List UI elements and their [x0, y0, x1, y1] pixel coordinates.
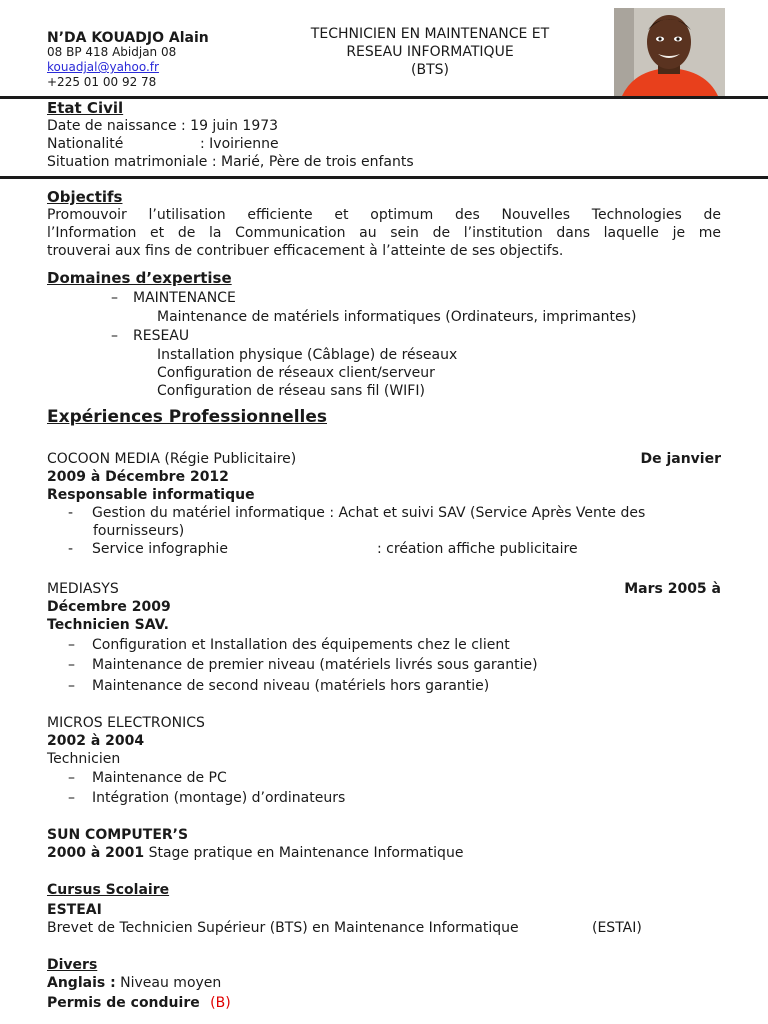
cocoon-item: [68, 540, 228, 558]
sun-detail: Stage pratique en Maintenance Informatique: [148, 845, 464, 861]
cursus-school: ESTEAI: [47, 902, 102, 918]
sun-period: 2000 à 2001: [47, 845, 145, 861]
email-link[interactable]: kouadjal@yahoo.fr: [47, 60, 159, 74]
nationality-value: : Ivoirienne: [200, 136, 279, 152]
cocoon-item-label: Service infographie: [92, 541, 228, 557]
objectifs-line: Promouvoir l’utilisation efficiente et optimum des Nouvelles Technologies de: [47, 207, 721, 223]
cocoon-item-value: : création affiche publicitaire: [377, 541, 578, 557]
sun-line: [47, 844, 463, 862]
dash-bullet: –: [68, 790, 75, 806]
email-link-wrapper: [47, 60, 159, 75]
dash-bullet: –: [111, 290, 118, 306]
mediasys-period-end: Décembre 2009: [47, 599, 171, 615]
english-value: Niveau moyen: [120, 975, 222, 991]
cocoon-header: [47, 450, 721, 468]
domain-reseau-item: Configuration de réseaux client/serveur: [157, 365, 435, 381]
mediasys-header: [47, 580, 721, 598]
mediasys-item-text: Configuration et Installation des équipements chez le client: [92, 637, 510, 653]
micros-role: Technicien: [47, 751, 121, 767]
cursus-heading: Cursus Scolaire: [47, 882, 170, 898]
marital-status: Situation matrimoniale : Marié, Père de trois enfants: [47, 154, 414, 170]
cocoon-company: [47, 450, 296, 468]
domaines-heading: Domaines d’expertise: [47, 269, 232, 287]
micros-item: [68, 769, 227, 787]
cocoon-item: [68, 504, 722, 522]
section-divider: [0, 176, 768, 179]
cursus-diploma: Brevet de Technicien Supérieur (BTS) en Maintenance Informatique: [47, 920, 519, 936]
job-title-line2: RESEAU INFORMATIQUE: [346, 44, 514, 60]
nationality-label: Nationalité: [47, 136, 124, 152]
cocoon-period-start: De janvier: [640, 451, 721, 467]
mediasys-item: [68, 677, 489, 695]
birth-date: Date de naissance : 19 juin 1973: [47, 118, 279, 134]
objectifs-line: l’Information et de la Communication au sein de l’institution dans laquelle je me: [47, 225, 721, 241]
dash-bullet: -: [68, 505, 74, 521]
objectifs-line: trouverai aux fins de contribuer efficacement à l’atteinte de ses objectifs.: [47, 243, 564, 259]
domain-maintenance-item: Maintenance de matériels informatiques (Ordinateurs, imprimantes): [157, 309, 637, 325]
micros-company: MICROS ELECTRONICS: [47, 715, 205, 731]
dash-bullet: –: [68, 637, 75, 653]
permis-label: Permis de conduire: [47, 995, 200, 1011]
micros-item-text: Maintenance de PC: [92, 770, 227, 786]
permis-value: (B): [210, 995, 231, 1011]
cocoon-role: Responsable informatique: [47, 487, 255, 503]
domain-maintenance-title: MAINTENANCE: [133, 290, 236, 306]
experiences-heading: Expériences Professionnelles: [47, 407, 327, 427]
address: 08 BP 418 Abidjan 08: [47, 45, 177, 59]
dash-bullet: -: [68, 541, 74, 557]
domain-maintenance: [111, 289, 236, 307]
job-title-line3: (BTS): [411, 62, 449, 78]
domain-reseau-item: Configuration de réseau sans fil (WIFI): [157, 383, 425, 399]
mediasys-item: [68, 636, 510, 654]
objectifs-heading: Objectifs: [47, 188, 123, 206]
etat-civil-heading: Etat Civil: [47, 99, 124, 117]
mediasys-item-text: Maintenance de second niveau (matériels hors garantie): [92, 678, 490, 694]
cursus-diploma-school: (ESTAI): [592, 920, 642, 936]
mediasys-item-text: Maintenance de premier niveau (matériels livrés sous garantie): [92, 657, 538, 673]
job-title: [260, 25, 600, 79]
sun-company: SUN COMPUTER’S: [47, 827, 189, 843]
domain-reseau: [111, 327, 189, 345]
domain-reseau-title: RESEAU: [133, 328, 190, 344]
dash-bullet: –: [111, 328, 118, 344]
profile-photo: [614, 8, 725, 96]
cocoon-item-text: Gestion du matériel informatique : Achat et suivi SAV (Service Après Vente des: [92, 505, 646, 521]
permis-line: [47, 994, 231, 1012]
mediasys-period-start: Mars 2005 à: [624, 581, 721, 597]
mediasys-company: MEDIASYS: [47, 581, 119, 597]
domain-reseau-item: Installation physique (Câblage) de réseaux: [157, 347, 458, 363]
dash-bullet: –: [68, 657, 75, 673]
micros-item: [68, 789, 345, 807]
mediasys-item: [68, 656, 538, 674]
dash-bullet: –: [68, 678, 75, 694]
english-label: Anglais :: [47, 975, 116, 991]
micros-item-text: Intégration (montage) d’ordinateurs: [92, 790, 346, 806]
phone: +225 01 00 92 78: [47, 75, 157, 89]
job-title-line1: TECHNICIEN EN MAINTENANCE ET: [310, 26, 550, 42]
dash-bullet: –: [68, 770, 75, 786]
objectifs-text: [47, 206, 721, 260]
english-line: [47, 974, 221, 992]
portrait-image: [614, 8, 725, 96]
cocoon-item-continued: fournisseurs): [93, 523, 185, 539]
candidate-name: N’DA KOUADJO Alain: [47, 30, 209, 46]
cocoon-period-end: 2009 à Décembre 2012: [47, 469, 229, 485]
divers-heading: Divers: [47, 957, 98, 973]
company-name: COCOON MEDIA (Régie Publicitaire): [47, 451, 297, 467]
mediasys-role: Technicien SAV.: [47, 617, 169, 633]
micros-period: 2002 à 2004: [47, 733, 145, 749]
